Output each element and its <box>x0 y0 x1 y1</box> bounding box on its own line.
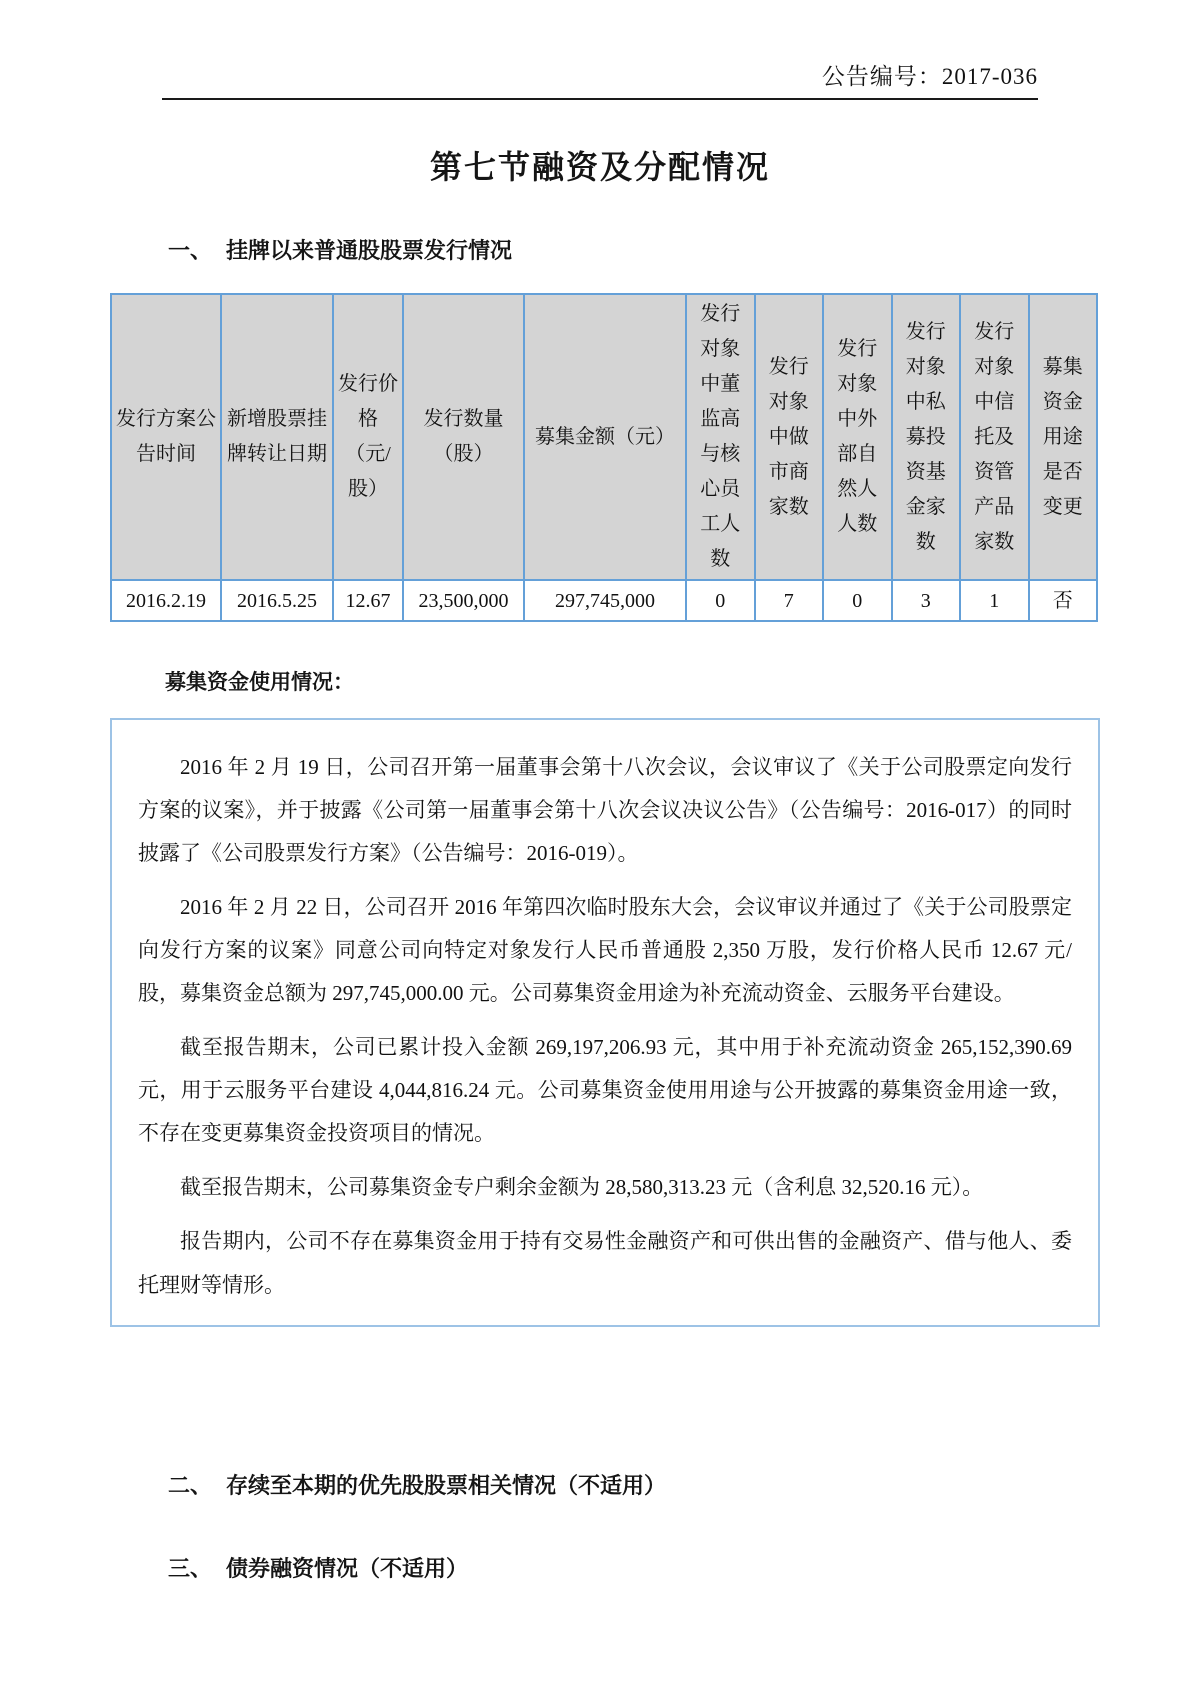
cell-listing-transfer-date: 2016.5.25 <box>221 580 333 621</box>
cell-issue-price: 12.67 <box>333 580 403 621</box>
fund-usage-paragraph-5: 报告期内，公司不存在募集资金用于持有交易性金融资产和可供出售的金融资产、借与他人、委托理财等情形。 <box>138 1229 1072 1297</box>
page-title: 第七节融资及分配情况 <box>429 149 770 185</box>
fund-usage-paragraph-1: 2016 年 2 月 19 日，公司召开第一届董事会第十八次会议，会议审议了《关于公司股票定向发行方案的议案》，并于披露《公司第一届董事会第十八次会议决议公告》（公告编号：2016-017）的同时披露了《公司股票发行方案》（公告编号：2016-019）。 <box>138 755 1072 866</box>
col-header-external-individual-count: 发行对象中外部自然人人数 <box>823 294 892 580</box>
fund-usage-paragraph-3: 截至报告期末，公司已累计投入金额 269,197,206.93 元，其中用于补充流动资金 265,152,390.69 元，用于云服务平台建设 4,044,816.24 元。公司募集资金使用用途与公开披露的募集资金用途一致，不存在变更募集资金投资项目的情况。 <box>138 1035 1072 1146</box>
fund-usage-paragraph-2: 2016 年 2 月 22 日，公司召开 2016 年第四次临时股东大会，会议审议并通过了《关于公司股票定向发行方案的议案》同意公司向特定对象发行人民币普通股 2,350 万股，发行价格人民币 12.67 元/股，募集资金总额为 297,745,000.00 元。公司募集资金用途为补充流动资金、云服务平台建设。 <box>138 895 1072 1006</box>
section-heading-bond-financing <box>168 1552 1200 1583</box>
cell-market-maker-count: 7 <box>755 580 824 621</box>
col-header-listing-transfer-date: 新增股票挂牌转让日期 <box>221 294 333 580</box>
col-header-issue-quantity: 发行数量（股） <box>403 294 524 580</box>
section-heading-preferred-shares <box>168 1469 1200 1500</box>
cell-private-fund-count: 3 <box>892 580 961 621</box>
col-header-raised-amount: 募集金额（元） <box>524 294 686 580</box>
cell-external-individual-count: 0 <box>823 580 892 621</box>
fund-usage-box <box>110 718 1100 1327</box>
share-issuance-table <box>110 293 1098 622</box>
col-header-plan-announce-date: 发行方案公告时间 <box>111 294 221 580</box>
cell-exec-core-staff-count: 0 <box>686 580 755 621</box>
cell-issue-quantity: 23,500,000 <box>403 580 524 621</box>
cell-plan-announce-date: 2016.2.19 <box>111 580 221 621</box>
col-header-trust-am-product-count: 发行对象中信托及资管产品家数 <box>960 294 1029 580</box>
section-label: 挂牌以来普通股股票发行情况 <box>226 238 513 263</box>
section-number: 三、 <box>168 1555 213 1581</box>
doc-header <box>162 58 1038 100</box>
col-header-market-maker-count: 发行对象中做市商家数 <box>755 294 824 580</box>
announcement-number: 公告编号：2017-036 <box>821 64 1038 89</box>
col-header-issue-price: 发行价格（元/股） <box>333 294 403 580</box>
section-number: 一、 <box>168 238 213 263</box>
table-header-row <box>111 294 1097 580</box>
table-row <box>111 580 1097 621</box>
section-heading-ordinary-shares <box>168 234 1200 265</box>
col-header-exec-core-staff-count: 发行对象中董监高与核心员工人数 <box>686 294 755 580</box>
cell-trust-am-product-count: 1 <box>960 580 1029 621</box>
cell-fund-usage-changed: 否 <box>1029 580 1098 621</box>
col-header-private-fund-count: 发行对象中私募投资基金家数 <box>892 294 961 580</box>
fund-usage-paragraph-4: 截至报告期末，公司募集资金专户剩余金额为 28,580,313.23 元（含利息 32,520.16 元）。 <box>180 1175 984 1200</box>
section-label: 存续至本期的优先股股票相关情况（不适用） <box>226 1472 667 1498</box>
col-header-fund-usage-changed: 募集资金用途是否变更 <box>1029 294 1098 580</box>
fund-usage-subheading: 募集资金使用情况： <box>165 671 354 694</box>
section-number: 二、 <box>168 1472 213 1498</box>
section-label: 债券融资情况（不适用） <box>226 1555 469 1581</box>
cell-raised-amount: 297,745,000 <box>524 580 686 621</box>
